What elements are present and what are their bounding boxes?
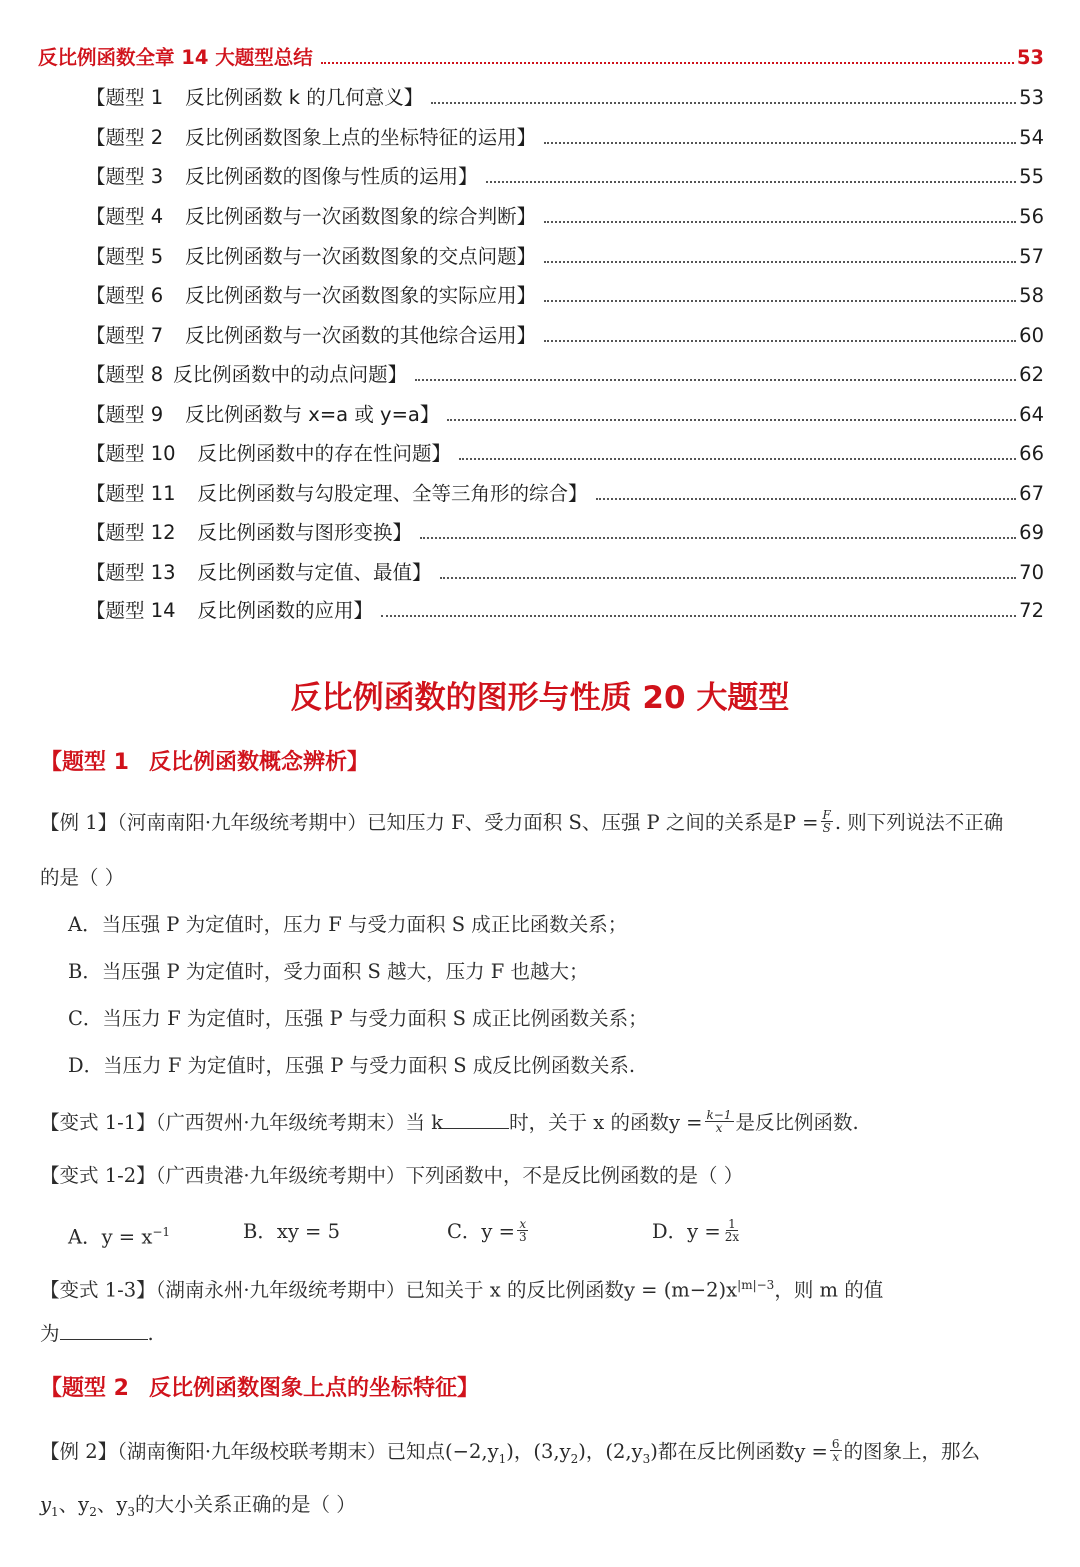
- toc-item[interactable]: [86, 123, 1044, 153]
- toc-item-label: 【题型 12: [86, 521, 176, 544]
- fraction-f-over-s: [821, 809, 833, 834]
- type1-heading: [40, 747, 369, 779]
- toc-item-text: 反比例函数中的存在性问题】: [197, 442, 452, 465]
- type1-label: 【题型 1: [40, 750, 129, 775]
- toc-leader-dots: [544, 300, 1016, 302]
- type2-label: 【题型 2: [40, 1376, 129, 1401]
- toc-item-label: 【题型 9: [86, 403, 164, 426]
- variant-1-3-text: 【变式 1-3】（湖南永州·九年级统考期中）已知关于 x 的反比例函数y = (m−2)x: [40, 1278, 738, 1302]
- toc-item-page: 72: [1019, 599, 1044, 622]
- type2-title: 反比例函数图象上点的坐标特征】: [148, 1376, 479, 1401]
- subscript: 2: [570, 1451, 579, 1466]
- example1-option-d: D．当压力 F 为定值时，压强 P 与受力面积 S 成反比例函数关系.: [68, 1054, 636, 1077]
- toc-item[interactable]: [86, 83, 1044, 113]
- toc-leader-dots: [321, 62, 1014, 64]
- type1-title: 反比例函数概念辨析】: [148, 750, 369, 775]
- toc-item-page: 67: [1019, 482, 1044, 505]
- answer-blank[interactable]: [443, 1108, 509, 1129]
- toc-item-text: 反比例函数与一次函数图象的实际应用】: [185, 284, 537, 307]
- toc-leader-dots: [420, 537, 1016, 539]
- example2-text: )都在反比例函数y =: [650, 1440, 828, 1463]
- subscript: 3: [127, 1504, 136, 1519]
- exponent: |m|−3: [737, 1278, 775, 1292]
- toc-item-page: 56: [1019, 205, 1044, 228]
- toc-leader-dots: [544, 221, 1016, 223]
- toc-item[interactable]: [86, 479, 1044, 509]
- frac-denominator: 3: [518, 1230, 527, 1244]
- option-a-exponent: −1: [152, 1225, 171, 1239]
- frac-numerator: x: [519, 1217, 527, 1231]
- toc-item-text: 反比例函数与一次函数图象的交点问题】: [185, 245, 537, 268]
- variant-1-2-option-c: [447, 1217, 531, 1247]
- toc-item-page: 69: [1019, 521, 1044, 544]
- variant-1-2: 【变式 1-2】（广西贵港·九年级统考期中）下列函数中，不是反比例函数的是（ ）: [40, 1164, 744, 1187]
- toc-item[interactable]: [86, 400, 1044, 430]
- example2-line2-text: 的大小关系正确的是（ ）: [135, 1493, 356, 1516]
- toc-item-page: 57: [1019, 245, 1044, 268]
- toc-item-page: 54: [1019, 126, 1044, 149]
- frac-numerator: F: [822, 808, 831, 822]
- toc-item-text: 反比例函数中的动点问题】: [173, 363, 408, 386]
- toc-item-label: 【题型 3: [86, 165, 164, 188]
- toc-item-text: 反比例函数与 x=a 或 y=a】: [185, 403, 440, 426]
- toc-item-page: 62: [1019, 363, 1044, 386]
- toc-item-text: 反比例函数图象上点的坐标特征的运用】: [185, 126, 537, 149]
- subscript: 1: [498, 1451, 507, 1466]
- toc-leader-dots: [381, 615, 1016, 617]
- subscript: 2: [89, 1504, 97, 1519]
- toc-item-label: 【题型 2: [86, 126, 164, 149]
- example2-line1: [40, 1437, 980, 1474]
- toc-item-text: 反比例函数与勾股定理、全等三角形的综合】: [197, 482, 588, 505]
- toc-item-label: 【题型 10: [86, 442, 176, 465]
- subscript: 1: [51, 1504, 59, 1519]
- toc-item[interactable]: [86, 281, 1044, 311]
- example2-y: y: [40, 1493, 52, 1516]
- toc-leader-dots: [544, 340, 1016, 342]
- toc-item-label: 【题型 11: [86, 482, 176, 505]
- toc-main-title: 反比例函数全章 14 大题型总结: [38, 46, 313, 69]
- example2-line2: [40, 1490, 356, 1527]
- toc-main-entry[interactable]: [38, 43, 1044, 73]
- toc-leader-dots: [440, 577, 1017, 579]
- toc-item-text: 反比例函数的图像与性质的运用】: [185, 165, 478, 188]
- frac-numerator: 6: [831, 1437, 840, 1451]
- toc-item[interactable]: [86, 202, 1044, 232]
- toc-item-label: 【题型 8: [86, 363, 164, 386]
- toc-item[interactable]: [86, 518, 1044, 548]
- example1-line2: 的是（ ）: [40, 866, 125, 889]
- variant-1-3-line2-text: 为: [40, 1322, 60, 1345]
- example1-text-end: . 则下列说法不正确: [834, 811, 1004, 834]
- fraction-k-minus-1-over-x: [705, 1109, 734, 1134]
- example1-option-b: B．当压强 P 为定值时，受力面积 S 越大，压力 F 也越大；: [68, 960, 589, 983]
- variant-1-1-text: 【变式 1-1】（广西贺州·九年级统考期末）当 k: [40, 1111, 444, 1134]
- toc-item-page: 64: [1019, 403, 1044, 426]
- example1-option-a: A．当压强 P 为定值时，压力 F 与受力面积 S 成正比函数关系；: [68, 913, 628, 936]
- variant-1-3-line2: [40, 1319, 154, 1349]
- frac-numerator: 1: [728, 1217, 736, 1231]
- example2-text: )，(3,y: [506, 1440, 571, 1463]
- toc-item-text: 反比例函数 k 的几何意义】: [185, 86, 424, 109]
- toc-item-label: 【题型 13: [86, 561, 176, 584]
- frac-denominator: x: [715, 1121, 723, 1135]
- toc-leader-dots: [459, 458, 1016, 460]
- option-c-text: C．y =: [447, 1220, 515, 1243]
- toc-item-label: 【题型 1: [86, 86, 164, 109]
- option-d-text: D．y =: [652, 1220, 721, 1243]
- fraction-6-over-x: [830, 1438, 842, 1463]
- toc-item[interactable]: [86, 360, 1044, 390]
- variant-1-1-post: 是反比例函数.: [735, 1111, 859, 1134]
- toc-leader-dots: [415, 379, 1016, 381]
- example1-option-c: C．当压力 F 为定值时，压强 P 与受力面积 S 成正比例函数关系；: [68, 1007, 648, 1030]
- toc-item[interactable]: [86, 162, 1044, 192]
- toc-leader-dots: [596, 498, 1017, 500]
- variant-1-2-option-a: [68, 1217, 170, 1253]
- variant-1-3-post: ，则 m 的值: [774, 1278, 884, 1302]
- subscript: 3: [642, 1451, 651, 1466]
- toc-leader-dots: [544, 142, 1016, 144]
- toc-main-page: 53: [1016, 46, 1044, 69]
- toc-item-label: 【题型 14: [86, 599, 176, 622]
- toc-item-label: 【题型 7: [86, 324, 164, 347]
- example2-text: )，(2,y: [578, 1440, 643, 1463]
- frac-denominator: x: [832, 1450, 840, 1464]
- toc-item[interactable]: [86, 321, 1044, 351]
- type2-heading: [40, 1373, 479, 1405]
- example2-y: 、y: [58, 1493, 90, 1516]
- toc-item-page: 53: [1019, 86, 1044, 109]
- frac-denominator: S: [822, 821, 831, 835]
- frac-numerator: k−1: [706, 1108, 732, 1122]
- toc-item[interactable]: [86, 596, 1044, 626]
- toc-item-label: 【题型 4: [86, 205, 164, 228]
- toc-leader-dots: [544, 261, 1016, 263]
- toc-item-text: 反比例函数与一次函数的其他综合运用】: [185, 324, 537, 347]
- example1-line1: [40, 808, 1003, 838]
- toc-item-page: 70: [1019, 561, 1044, 584]
- toc-item[interactable]: [86, 558, 1044, 588]
- example2-text-end: 的图象上，那么: [843, 1440, 981, 1463]
- answer-blank[interactable]: [60, 1319, 148, 1340]
- toc-item-label: 【题型 5: [86, 245, 164, 268]
- variant-1-1: [40, 1108, 859, 1138]
- toc-item-text: 反比例函数与一次函数图象的综合判断】: [185, 205, 537, 228]
- toc-item-page: 60: [1019, 324, 1044, 347]
- fraction-1-over-2x: [723, 1218, 741, 1243]
- example2-y: 、y: [96, 1493, 128, 1516]
- toc-leader-dots: [486, 181, 1017, 183]
- toc-item-page: 66: [1019, 442, 1044, 465]
- toc-item-text: 反比例函数与图形变换】: [197, 521, 413, 544]
- toc-leader-dots: [431, 102, 1016, 104]
- variant-1-2-option-d: [652, 1217, 743, 1247]
- toc-item-label: 【题型 6: [86, 284, 164, 307]
- toc-item-text: 反比例函数的应用】: [197, 599, 374, 622]
- section-title: 反比例函数的图形与性质 20 大题型: [290, 680, 790, 716]
- variant-1-2-option-b: B．xy = 5: [243, 1220, 340, 1243]
- variant-1-1-mid: 时，关于 x 的函数y =: [509, 1111, 703, 1134]
- fraction-x-over-3: [517, 1218, 529, 1243]
- example1-text: 【例 1】（河南南阳·九年级统考期中）已知压力 F、受力面积 S、压强 P 之间的关系是P =: [40, 811, 819, 834]
- toc-item-page: 58: [1019, 284, 1044, 307]
- variant-1-3-line2-end: .: [147, 1322, 154, 1345]
- toc-item[interactable]: [86, 242, 1044, 272]
- option-a-text: A．y = x: [68, 1225, 153, 1249]
- toc-item-page: 55: [1019, 165, 1044, 188]
- toc-leader-dots: [447, 419, 1016, 421]
- example2-text: 【例 2】（湖南衡阳·九年级校联考期末）已知点(−2,y: [40, 1440, 499, 1463]
- toc-item[interactable]: [86, 439, 1044, 469]
- toc-item-text: 反比例函数与定值、最值】: [197, 561, 432, 584]
- variant-1-3-line1: [40, 1270, 883, 1306]
- frac-denominator: 2x: [724, 1230, 740, 1244]
